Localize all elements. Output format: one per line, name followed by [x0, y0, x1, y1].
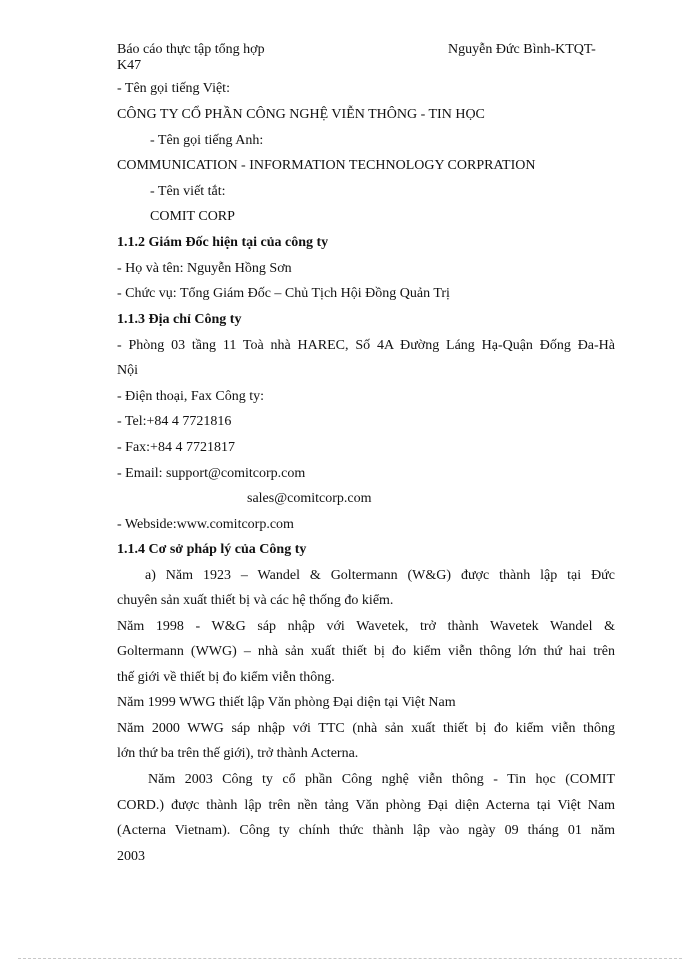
email-sales: sales@comitcorp.com — [247, 491, 372, 506]
website: - Webside:www.comitcorp.com — [117, 517, 294, 532]
page-bottom-rule — [18, 958, 682, 959]
paragraph-2-line-2: Goltermann (WWG) – nhà sản xuất thiết bị đo kiểm viễn thông lớn thứ hai trên — [117, 644, 615, 659]
english-name-label: - Tên gọi tiếng Anh: — [150, 133, 264, 148]
english-name-value: COMMUNICATION - INFORMATION TECHNOLOGY CORPRATION — [117, 158, 536, 173]
paragraph-5-line-1: Năm 2003 Công ty cổ phần Công nghệ viễn thông - Tin học (COMIT — [148, 772, 615, 787]
paragraph-2-line-1: Năm 1998 - W&G sáp nhập với Wavetek, trở thành Wavetek Wandel & — [117, 619, 615, 634]
section-heading-1-1-2: 1.1.2 Giám Đốc hiện tại của công ty — [117, 235, 329, 250]
paragraph-4-line-1: Năm 2000 WWG sáp nhập với TTC (nhà sản xuất thiết bị đo kiểm viễn thông — [117, 721, 615, 736]
paragraph-4-line-2: lớn thứ ba trên thế giới), trở thành Acterna. — [117, 746, 359, 761]
address-line-1: - Phòng 03 tầng 11 Toà nhà HAREC, Số 4A Đường Láng Hạ-Quận Đống Đa-Hà — [117, 338, 615, 353]
director-name: - Họ và tên: Nguyễn Hồng Sơn — [117, 261, 292, 276]
vietnamese-name-label: - Tên gọi tiếng Việt: — [117, 81, 230, 96]
page-header-right-continued: K47 — [117, 58, 142, 73]
address-line-2: Nội — [117, 363, 138, 378]
director-position: - Chức vụ: Tổng Giám Đốc – Chủ Tịch Hội Đồng Quản Trị — [117, 286, 450, 301]
paragraph-2-line-3: thế giới về thiết bị đo kiểm viễn thông. — [117, 670, 335, 685]
abbreviation-label: - Tên viết tắt: — [150, 184, 226, 199]
paragraph-5-line-3: (Acterna Vietnam). Công ty chính thức thành lập vào ngày 09 tháng 01 năm — [117, 823, 615, 838]
tel: - Tel:+84 4 7721816 — [117, 414, 232, 429]
paragraph-5-line-4: 2003 — [117, 849, 145, 864]
fax: - Fax:+84 4 7721817 — [117, 440, 235, 455]
email-support: - Email: support@comitcorp.com — [117, 466, 306, 481]
paragraph-3: Năm 1999 WWG thiết lập Văn phòng Đại diện tại Việt Nam — [117, 695, 456, 710]
section-heading-1-1-3: 1.1.3 Địa chỉ Công ty — [117, 312, 242, 327]
paragraph-1-line-1: a) Năm 1923 – Wandel & Goltermann (W&G) được thành lập tại Đức — [145, 568, 615, 583]
paragraph-5-line-2: CORD.) được thành lập trên nền tảng Văn phòng Đại diện Acterna tại Việt Nam — [117, 798, 615, 813]
section-heading-1-1-4: 1.1.4 Cơ sở pháp lý của Công ty — [117, 542, 307, 557]
page-header-left: Báo cáo thực tập tổng hợp — [117, 42, 265, 57]
page-header-right: Nguyễn Đức Bình-KTQT- — [448, 42, 596, 57]
vietnamese-name-value: CÔNG TY CỔ PHẦN CÔNG NGHỆ VIỄN THÔNG - TIN HỌC — [117, 107, 485, 122]
paragraph-1-line-2: chuyên sản xuất thiết bị và các hệ thống đo kiểm. — [117, 593, 394, 608]
phone-fax-label: - Điện thoại, Fax Công ty: — [117, 389, 264, 404]
abbreviation-value: COMIT CORP — [150, 209, 235, 224]
